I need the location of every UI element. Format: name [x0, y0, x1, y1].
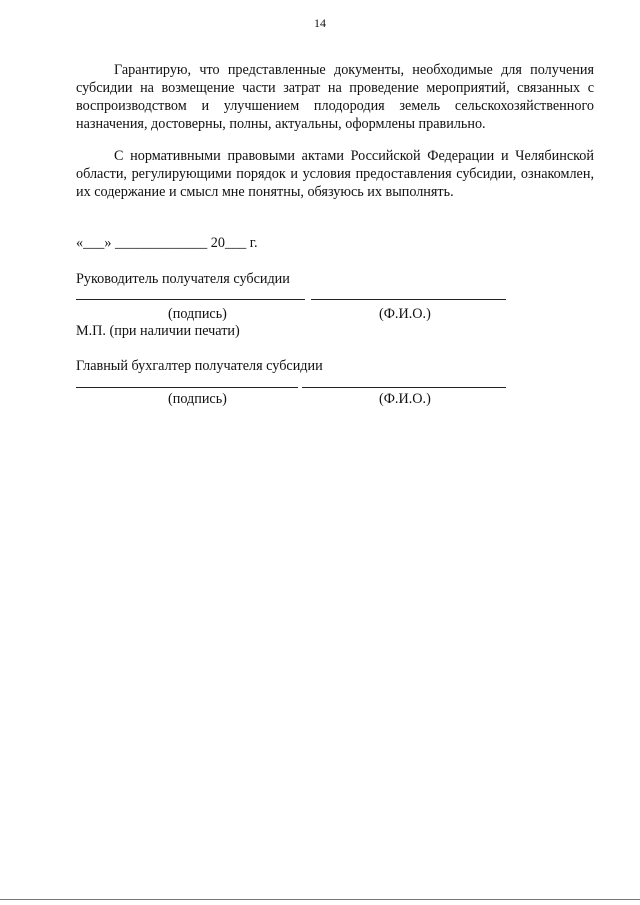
accountant-signature-line[interactable] [76, 387, 298, 388]
accountant-name-caption: (Ф.И.О.) [379, 391, 431, 407]
head-label: Руководитель получателя субсидии [76, 271, 290, 287]
acknowledgement-paragraph: С нормативными правовыми актами Российской Федерации и Челябинской области, регулирующими порядок и условия предоставления субсидии, ознакомлен, их содержание и смысл мне понятны, обязуюсь их выполнять. [76, 148, 594, 200]
accountant-signature-caption: (подпись) [168, 391, 227, 407]
date-line: «___» _____________ 20___ г. [76, 235, 258, 251]
head-name-caption: (Ф.И.О.) [379, 306, 431, 322]
head-signature-caption: (подпись) [168, 306, 227, 322]
guarantee-paragraph: Гарантирую, что представленные документы, необходимые для получения субсидии на возмещение части затрат на проведение мероприятий, связанных с воспроизводством и улучшением плодородия земель сельскохозяйственного назначения, достоверны, полны, актуальны, оформлены правильно. [76, 62, 594, 132]
page-bottom-edge [0, 899, 640, 900]
accountant-label: Главный бухгалтер получателя субсидии [76, 358, 323, 374]
head-name-line[interactable] [311, 299, 506, 300]
accountant-name-line[interactable] [302, 387, 506, 388]
page-number: 14 [314, 16, 326, 30]
head-signature-line[interactable] [76, 299, 305, 300]
stamp-note: М.П. (при наличии печати) [76, 323, 240, 339]
